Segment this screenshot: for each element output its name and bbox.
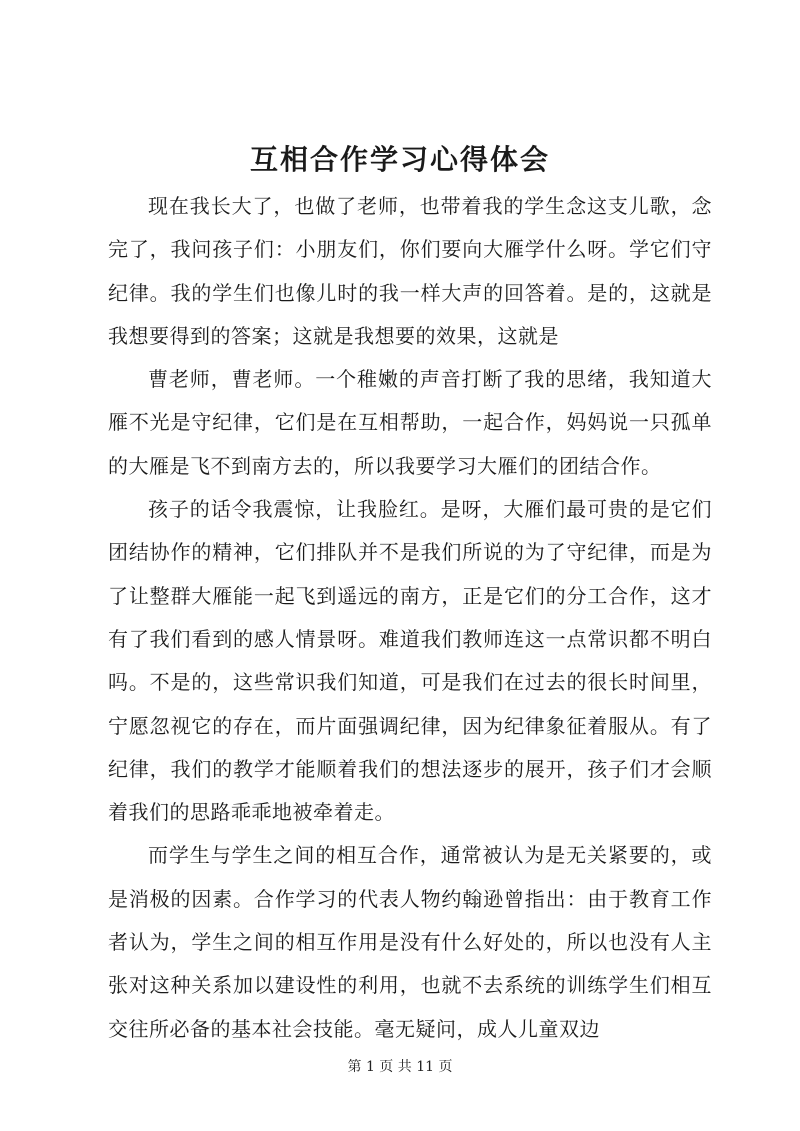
paragraph: 而学生与学生之间的相互合作，通常被认为是无关紧要的，或是消极的因素。合作学习的代表人物约翰逊曾指出：由于教育工作者认为，学生之间的相互作用是没有什么好处的，所以也没有人主张对这种关系加以建设性的利用，也就不去系统的训练学生们相互交往所必备的基本社会技能。毫无疑问，成人儿童双边 [108, 843, 712, 1041]
paragraph: 曹老师，曹老师。一个稚嫩的声音打断了我的思绪，我知道大雁不光是守纪律，它们是在互相帮助，一起合作，妈妈说一只孤单的大雁是飞不到南方去的，所以我要学习大雁们的团结合作。 [108, 367, 712, 478]
document-body [108, 185, 712, 1051]
page-footer [0, 1057, 800, 1077]
page-number: 第 1 页 共 11 页 [347, 1059, 453, 1075]
paragraph: 孩子的话令我震惊，让我脸红。是呀，大雁们最可贵的是它们团结协作的精神，它们排队并不是我们所说的为了守纪律，而是为了让整群大雁能一起飞到遥远的南方，正是它们的分工合作，这才有了我们看到的感人情景呀。难道我们教师连这一点常识都不明白吗。不是的，这些常识我们知道，可是我们在过去的很长时间里，宁愿忽视它的存在，而片面强调纪律，因为纪律象征着服从。有了纪律，我们的教学才能顺着我们的想法逐步的展开，孩子们才会顺着我们的思路乖乖地被牵着走。 [108, 497, 712, 825]
document-title: 互相合作学习心得体会 [249, 143, 550, 176]
paragraph: 现在我长大了，也做了老师，也带着我的学生念这支儿歌，念完了，我问孩子们：小朋友们，你们要向大雁学什么呀。学它们守纪律。我的学生们也像儿时的我一样大声的回答着。是的，这就是我想要得到的答案；这就是我想要的效果，这就是 [108, 194, 712, 348]
